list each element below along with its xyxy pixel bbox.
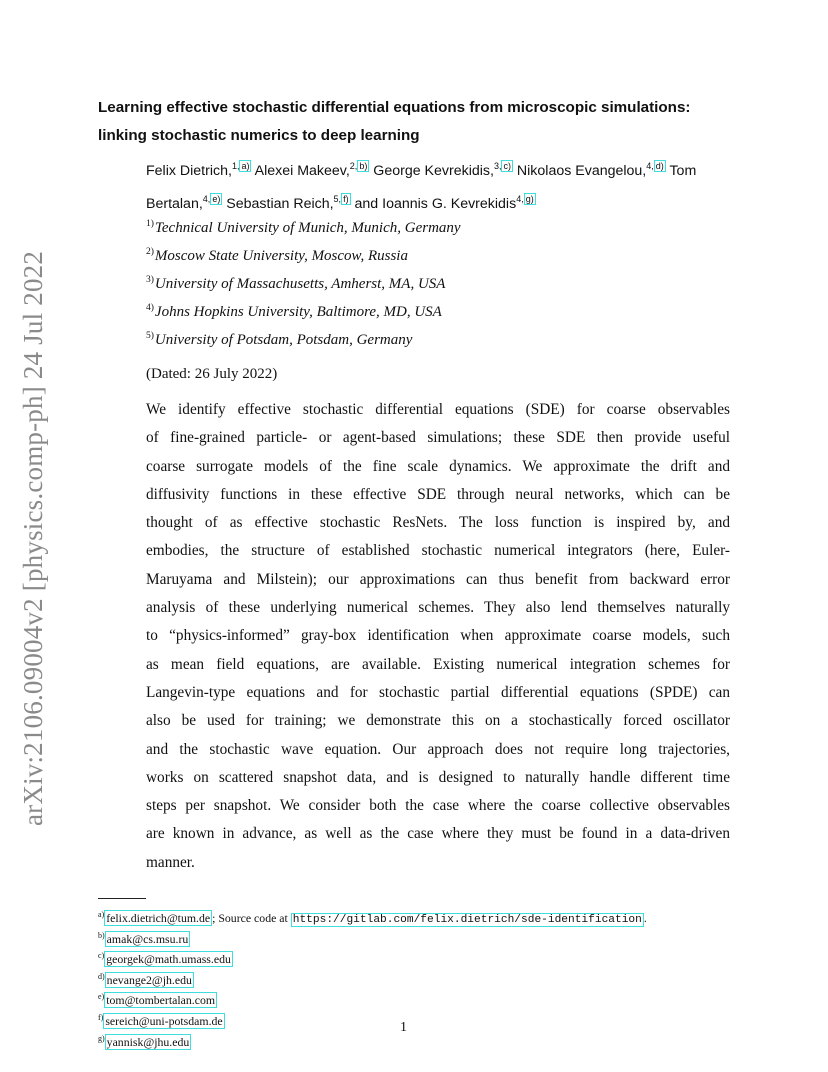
footnote: $^{d)}$ nevange2@jh.edu <box>98 971 192 987</box>
email-link[interactable]: nevange2@jh.edu <box>106 972 192 987</box>
abstract-line: and the stochastic wave equation. Our approach does not require long trajectories, <box>146 740 730 758</box>
email-link[interactable]: yannisk@jhu.edu <box>106 1034 190 1049</box>
email-link[interactable]: felix.dietrich@tum.de <box>106 911 211 925</box>
affiliation: $^{2)}$Moscow State University, Moscow, Russia <box>146 247 408 264</box>
footnote-link[interactable]: d) <box>655 161 664 171</box>
abstract-line: steps per snapshot. We consider both the case where the coarse collective observables <box>146 797 730 815</box>
abstract-line: We identify effective stochastic differential equations (SDE) for coarse observables <box>146 401 730 418</box>
date-line: (Dated: 26 July 2022) <box>146 366 278 382</box>
author-list <box>146 152 746 218</box>
author: Felix Dietrich,$^{1,}$ $^{a)}$ <box>146 161 250 179</box>
url-link[interactable]: https://gitlab.com/felix.dietrich/sde-identification <box>292 914 642 926</box>
footnote-link[interactable]: a) <box>241 161 250 171</box>
footnote-list <box>98 905 647 1049</box>
abstract-line: as mean field equations, are available. Existing numerical integration schemes for <box>146 655 730 673</box>
author: Alexei Makeev,$^{2,}$ $^{b)}$ <box>254 161 368 179</box>
abstract-line: coarse surrogate models of the fine scale dynamics. We approximate the drift and <box>146 457 730 475</box>
footnote: $^{e)}$ tom@tombertalan.com <box>98 992 216 1008</box>
abstract-line: thought of as effective stochastic ResNets. The loss function is inspired by, and <box>146 514 730 532</box>
email-link[interactable]: tom@tombertalan.com <box>106 993 216 1008</box>
paper-title <box>98 94 738 150</box>
footnote: $^{f)}$ sereich@uni-potsdam.de <box>98 1012 223 1028</box>
author: Tom Bertalan,$^{4,}$ $^{e)}$ <box>146 163 697 212</box>
footnote: $^{g)}$ yannisk@jhu.edu <box>98 1033 190 1049</box>
abstract-line: analysis of these underlying numerical schemes. They also lend themselves naturally <box>146 599 730 617</box>
footnote: $^{c)}$ georgek@math.umass.edu <box>98 951 231 967</box>
abstract <box>146 396 730 877</box>
title-line-2: linking stochastic numerics to deep learning <box>98 127 420 144</box>
title-line-1: Learning effective stochastic differential equations from microscopic simulations: <box>98 99 691 116</box>
footnote: $^{a)}$ felix.dietrich@tum.de ; Source code at https://gitlab.com/felix.dietrich/sde-identification . <box>98 910 647 926</box>
email-link[interactable]: sereich@uni-potsdam.de <box>105 1013 223 1028</box>
affiliation-list <box>146 210 461 350</box>
arxiv-identifier: arXiv:2106.09004v2 [physics.comp-ph] 24 Jul 2022 <box>18 250 48 826</box>
affiliation: $^{4)}$Johns Hopkins University, Baltimore, MD, USA <box>146 303 442 320</box>
author: Sebastian Reich,$^{5,}$ $^{f)}$ <box>226 194 349 212</box>
footnote-link[interactable]: g) <box>525 194 534 204</box>
footnote-link[interactable]: b) <box>359 161 368 171</box>
abstract-line: are known in advance, as well as the case where they must be found in a data-driven <box>146 825 730 843</box>
page-number: 1 <box>400 1020 407 1035</box>
email-link[interactable]: amak@cs.msu.ru <box>106 931 189 946</box>
abstract-line: of fine-grained particle- or agent-based simulations; these SDE then provide useful <box>146 429 730 447</box>
author: Nikolaos Evangelou,$^{4,}$ $^{d)}$ <box>516 161 664 179</box>
abstract-line: also be used for training; we demonstrate this on a stochastically forced oscillator <box>146 712 730 730</box>
footnote-link[interactable]: c) <box>503 161 511 171</box>
affiliation: $^{3)}$University of Massachusetts, Amherst, MA, USA <box>146 275 446 292</box>
abstract-line: works on scattered snapshot data, and is designed to naturally handle different time <box>146 768 730 786</box>
footnote-link[interactable]: f) <box>343 194 349 204</box>
email-link[interactable]: georgek@math.umass.edu <box>106 952 231 967</box>
abstract-line: diffusivity functions in these effective SDE through neural networks, which can be <box>146 485 730 503</box>
abstract-line: Langevin-type equations and for stochastic partial differential equations (SPDE) can <box>146 683 730 701</box>
affiliation: $^{5)}$University of Potsdam, Potsdam, Germany <box>146 331 413 348</box>
footnote-rule <box>98 898 146 899</box>
affiliation: $^{1)}$Technical University of Munich, Munich, Germany <box>146 219 461 236</box>
abstract-line: Maruyama and Milstein); our approximations can thus benefit from backward error <box>146 570 730 588</box>
abstract-line: to “physics-informed” gray-box identification when approximate coarse models, such <box>146 627 730 645</box>
footnote: $^{b)}$ amak@cs.msu.ru <box>98 930 189 946</box>
abstract-line: embodies, the structure of established stochastic numerical integrators (here, Euler- <box>146 542 730 560</box>
abstract-line: manner. <box>146 853 195 871</box>
author: George Kevrekidis,$^{3,}$ $^{c)}$ <box>373 161 511 179</box>
author: and Ioannis G. Kevrekidis$^{4,}$ $^{g)}$ <box>354 194 534 212</box>
footnote-link[interactable]: e) <box>212 194 221 204</box>
